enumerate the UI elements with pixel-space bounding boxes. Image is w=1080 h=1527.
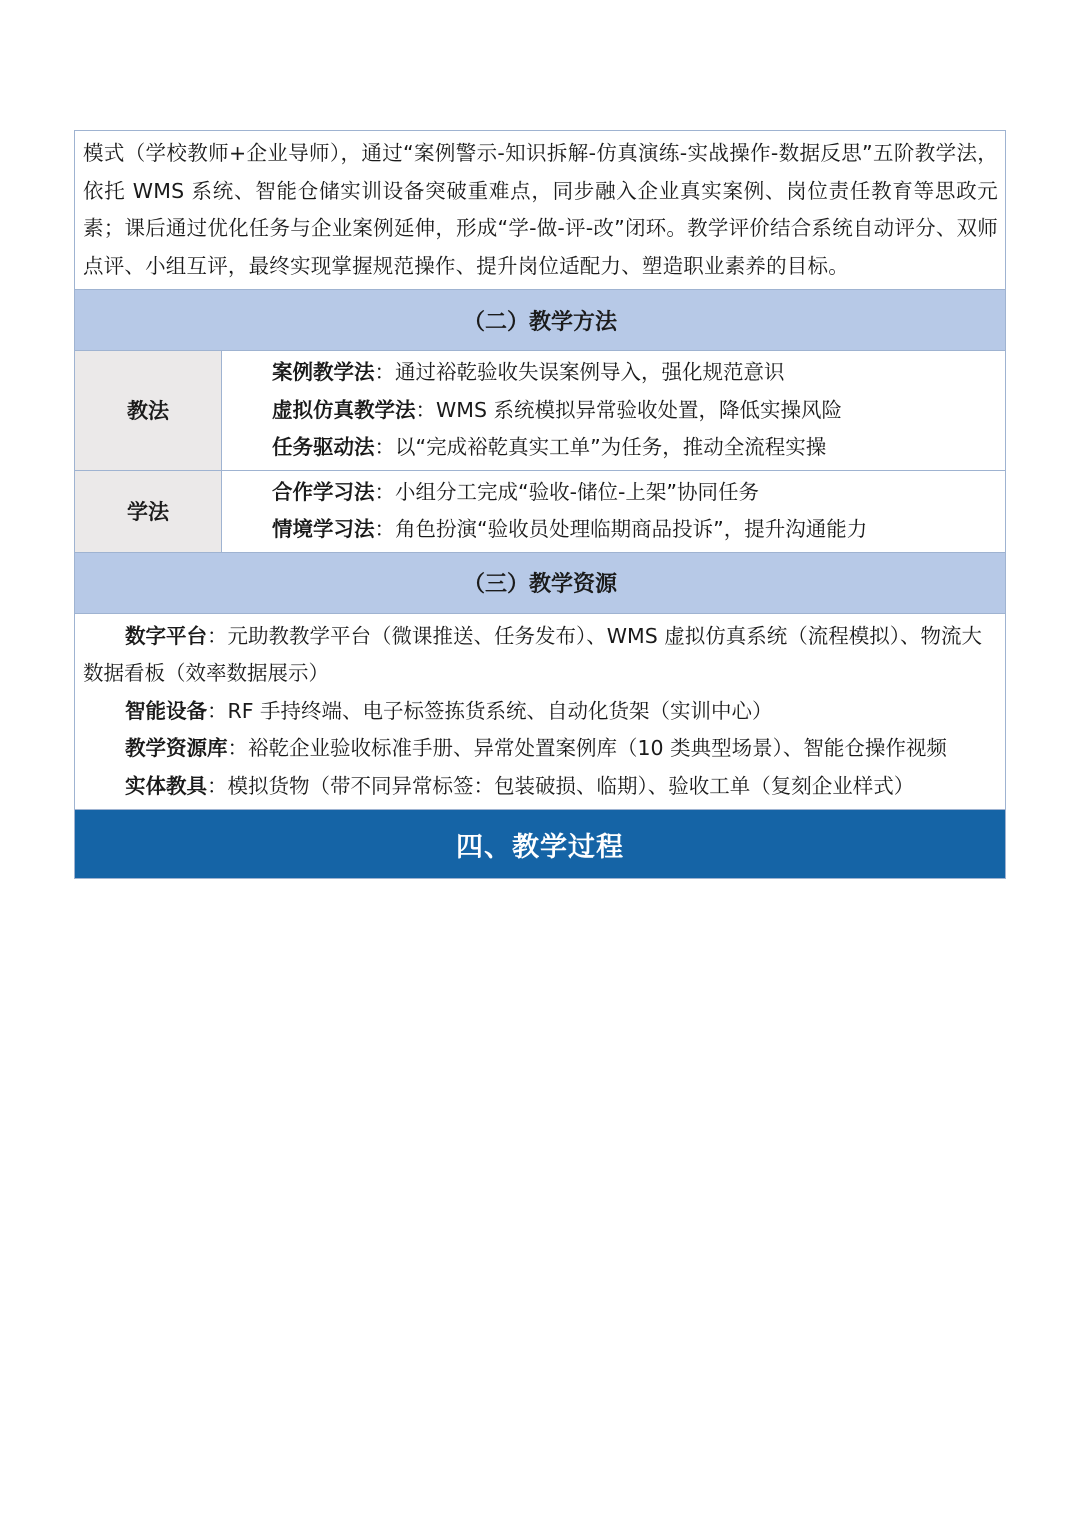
resource-item bbox=[83, 693, 998, 731]
teach-method-list bbox=[222, 351, 842, 470]
lesson-plan-table bbox=[74, 130, 1006, 879]
method-item bbox=[272, 392, 842, 430]
learn-method-row bbox=[75, 471, 1005, 553]
learn-method-label: 学法 bbox=[75, 471, 222, 552]
teaching-resources-header: （三）教学资源 bbox=[75, 553, 1005, 614]
method-item-name: 合作学习法 bbox=[272, 479, 375, 504]
teaching-resources-list bbox=[75, 614, 1005, 811]
resource-item-name: 数字平台 bbox=[125, 623, 207, 648]
method-item-desc: ：角色扮演“验收员处理临期商品投诉”，提升沟通能力 bbox=[374, 517, 868, 541]
method-item-desc: ：通过裕乾验收失误案例导入，强化规范意识 bbox=[374, 360, 785, 384]
resource-item bbox=[83, 730, 998, 768]
method-item-name: 任务驱动法 bbox=[272, 435, 375, 459]
method-item-desc: ：WMS 系统模拟异常验收处置，降低实操风险 bbox=[415, 397, 842, 422]
teach-method-row bbox=[75, 351, 1005, 471]
resource-item-desc: ：裕乾企业验收标准手册、异常处置案例库（10 类典型场景）、智能仓操作视频 bbox=[227, 736, 947, 760]
teach-method-label: 教法 bbox=[75, 351, 222, 470]
resource-item-name: 智能设备 bbox=[125, 698, 207, 723]
method-item bbox=[272, 429, 842, 467]
method-item-name: 情境学习法 bbox=[272, 517, 375, 541]
resource-item-desc: ：元助教教学平台（微课推送、任务发布）、WMS 虚拟仿真系统（流程模拟）、物流大数据看板（效率数据展示） bbox=[83, 623, 982, 685]
method-item-desc: ：以“完成裕乾真实工单”为任务，推动全流程实操 bbox=[374, 435, 827, 459]
method-item bbox=[272, 354, 842, 392]
method-item-name: 虚拟仿真教学法 bbox=[272, 397, 416, 422]
method-item bbox=[272, 511, 867, 549]
method-item-name: 案例教学法 bbox=[272, 360, 375, 384]
learn-method-list bbox=[222, 471, 867, 552]
resource-item bbox=[83, 618, 998, 693]
resource-item-desc: ：RF 手持终端、电子标签拣货系统、自动化货架（实训中心） bbox=[207, 698, 773, 723]
method-item bbox=[272, 474, 867, 512]
resource-item-name: 教学资源库 bbox=[125, 736, 228, 760]
method-item-desc: ：小组分工完成“验收-储位-上架”协同任务 bbox=[374, 479, 760, 504]
teaching-mode-paragraph: 模式（学校教师+企业导师），通过“案例警示-知识拆解-仿真演练-实战操作-数据反思”五阶教学法，依托 WMS 系统、智能仓储实训设备突破重难点，同步融入企业真实案例、岗位责任教育等思政元素；课后通过优化任务与企业案例延伸，形成“学-做-评-改”闭环。教学评价结合系统自动评分、双师点评、小组互评，最终实现掌握规范操作、提升岗位适配力、塑造职业素养的目标。 bbox=[75, 131, 1005, 290]
resource-item-name: 实体教具 bbox=[125, 773, 207, 798]
resource-item bbox=[83, 768, 998, 806]
teaching-methods-header: （二）教学方法 bbox=[75, 290, 1005, 351]
resource-item-desc: ：模拟货物（带不同异常标签：包装破损、临期）、验收工单（复刻企业样式） bbox=[207, 773, 915, 798]
teaching-process-header: 四、教学过程 bbox=[75, 810, 1005, 878]
